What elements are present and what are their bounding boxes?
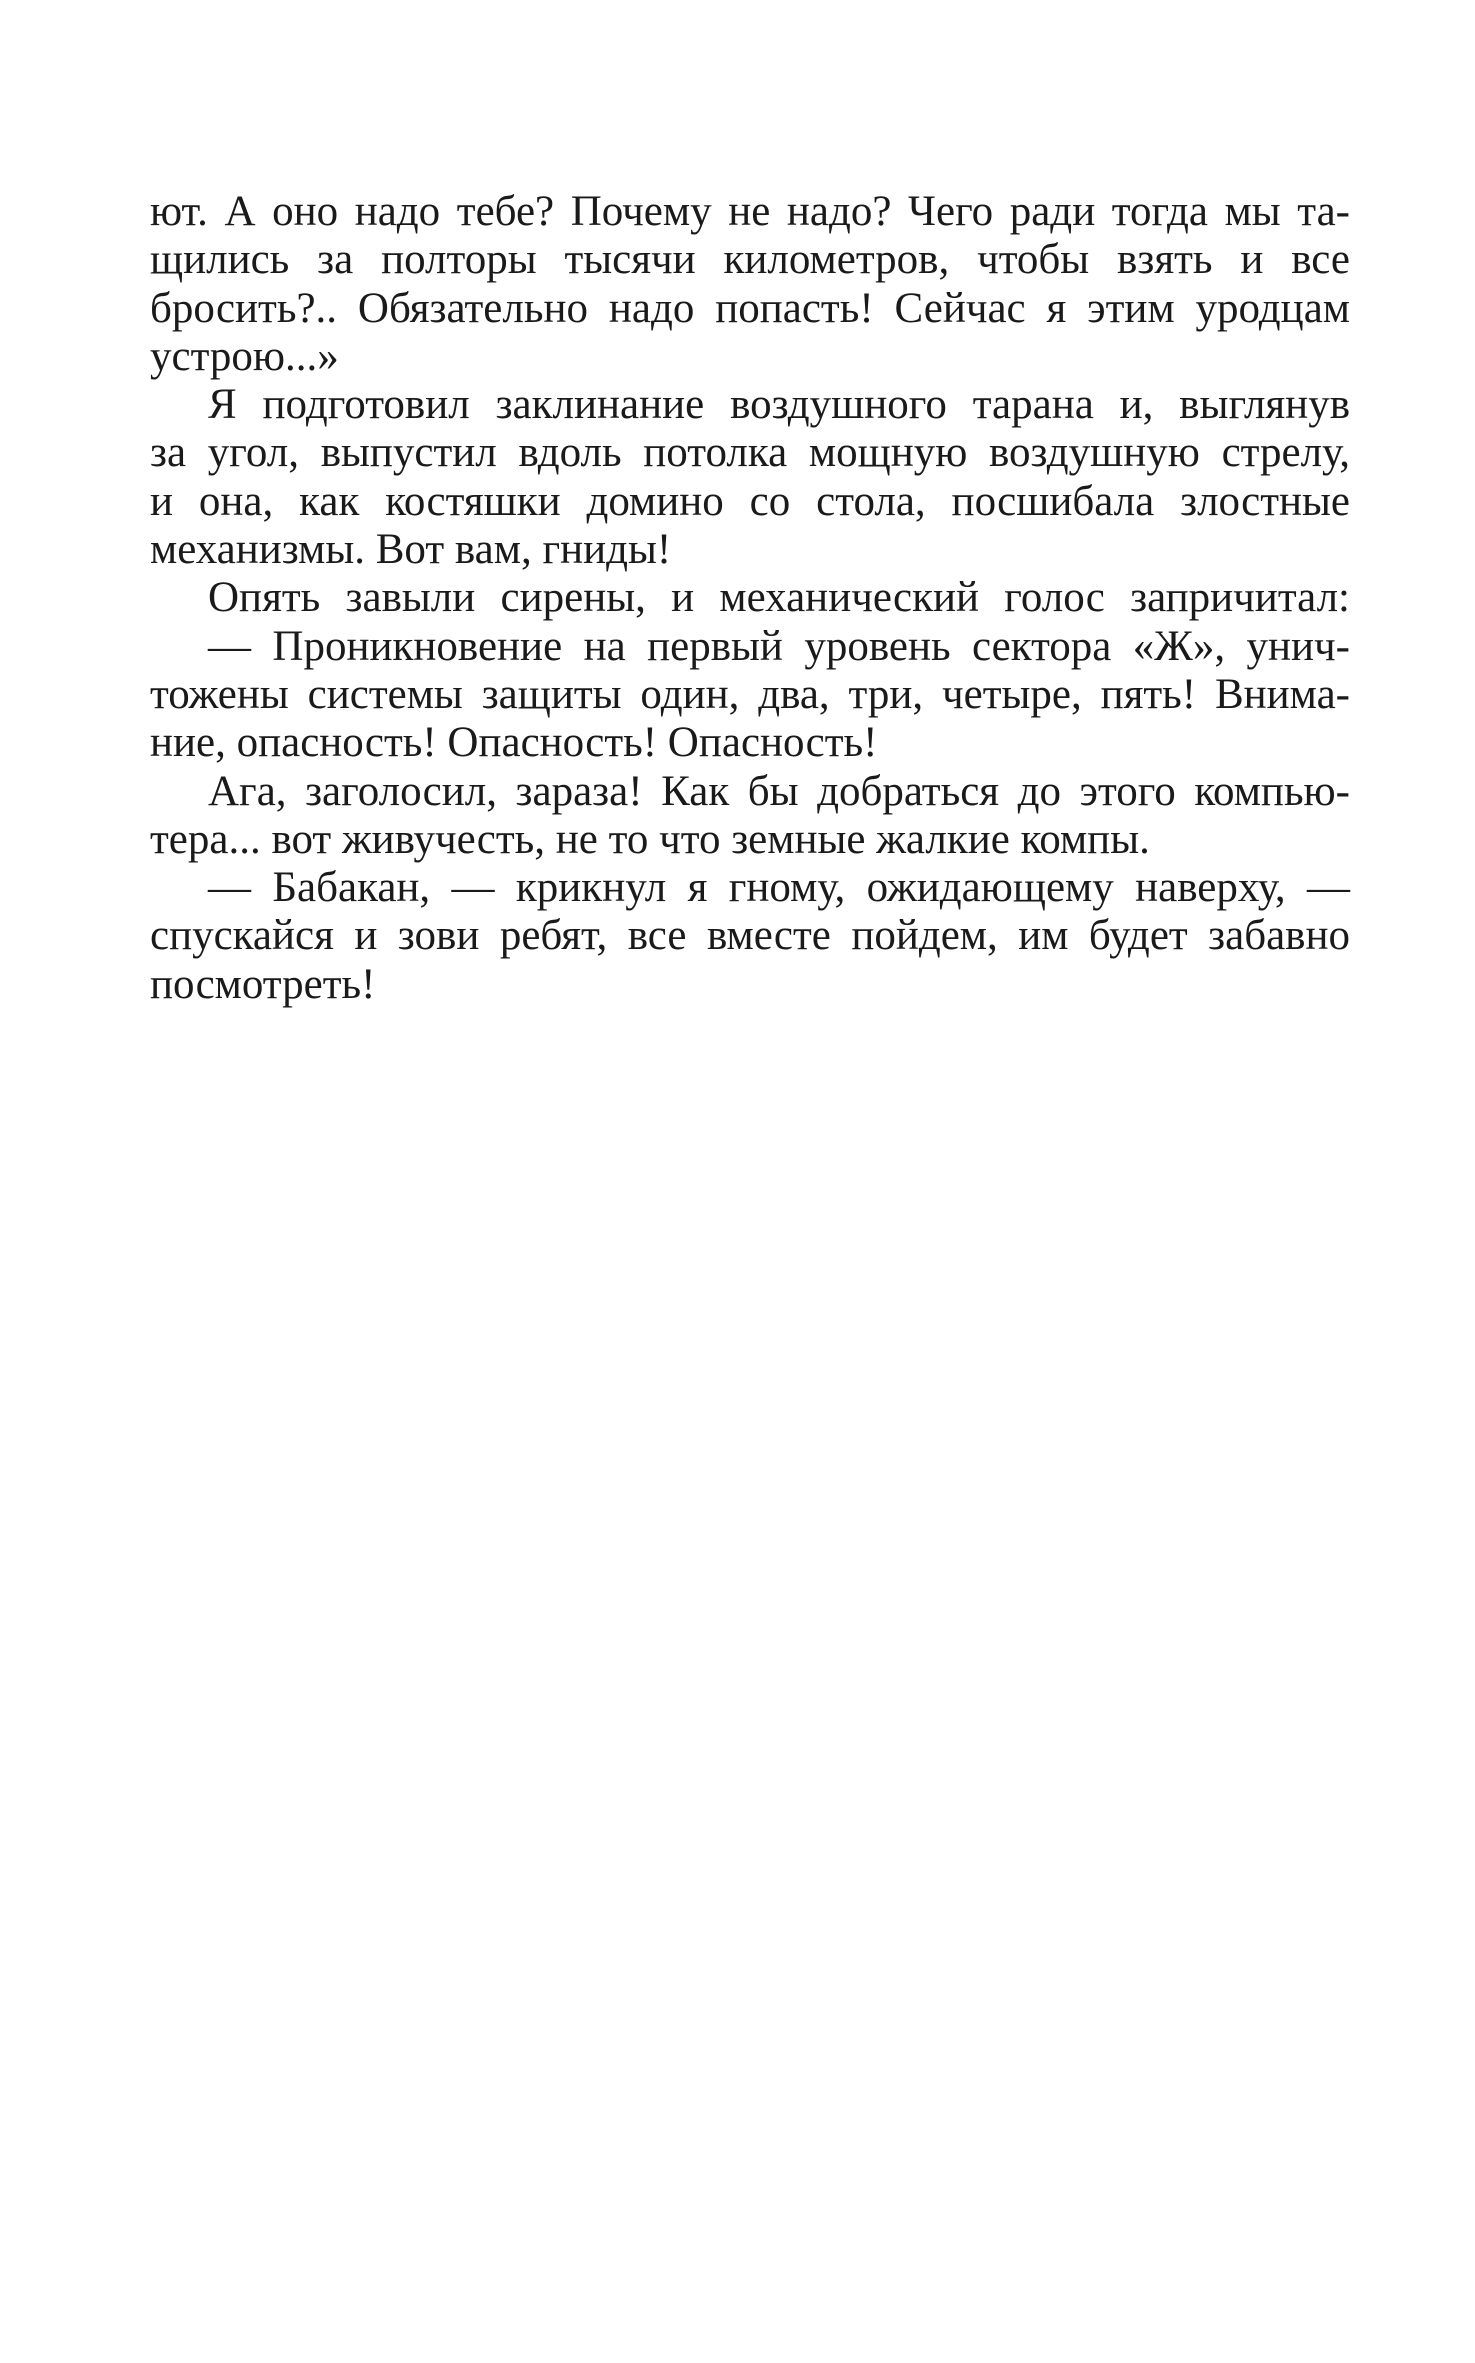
text-line: за угол, выпустил вдоль потолка мощную воздушную стрелу, <box>150 429 1350 477</box>
text-line: щились за полторы тысячи километров, чтобы взять и все <box>150 236 1350 284</box>
dialogue-line: — Проникновение на первый уровень сектора «Ж», унич- <box>208 622 1350 670</box>
text-line: спускайся и зови ребят, все вместе пойдем, им будет забавно <box>150 912 1350 960</box>
text-line: тера... вот живучесть, не то что земные жалкие компы. <box>150 815 1150 863</box>
text-line: бросить?.. Обязательно надо попасть! Сейчас я этим уродцам <box>150 284 1350 332</box>
paragraph-start-line: Опять завыли сирены, и механический голос запричитал: <box>208 574 1350 622</box>
text-line: устрою...» <box>150 332 339 380</box>
dialogue-line: — Бабакан, — крикнул я гному, ожидающему наверху, — <box>208 864 1350 912</box>
page-text <box>150 188 1350 1009</box>
paragraph-start-line: Ага, заголосил, зараза! Как бы добраться до этого компью- <box>208 767 1350 815</box>
text-line: и она, как костяшки домино со стола, посшибала злостные <box>150 477 1350 525</box>
text-line: ют. А оно надо тебе? Почему не надо? Чего ради тогда мы та- <box>150 188 1350 235</box>
text-line: ние, опасность! Опасность! Опасность! <box>150 719 878 767</box>
text-line: механизмы. Вот вам, гниды! <box>150 526 672 574</box>
text-line: тожены системы защиты один, два, три, четыре, пять! Внима- <box>150 670 1350 718</box>
paragraph-start-line: Я подготовил заклинание воздушного тарана и, выглянув <box>208 381 1350 429</box>
text-line: посмотреть! <box>150 960 376 1008</box>
